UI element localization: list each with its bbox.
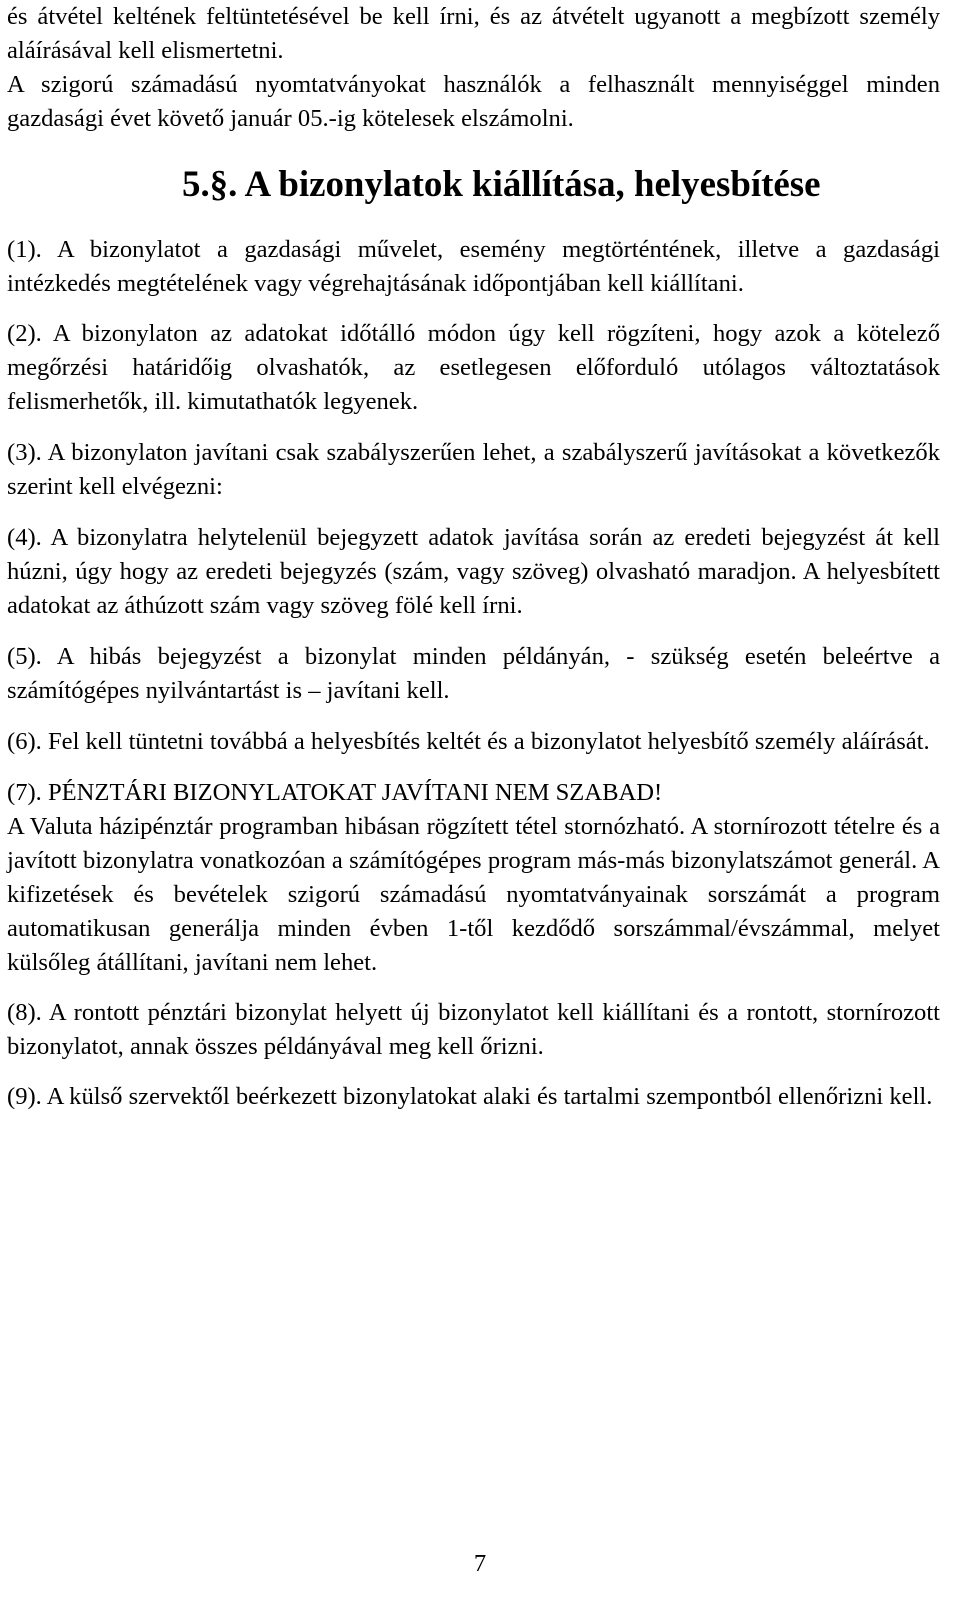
- paragraph-5: (5). A hibás bejegyzést a bizonylat minden példányán, - szükség esetén beleértve a számítógépes nyilvántartást is – javítani kell.: [7, 643, 940, 704]
- lead-paragraph-2: A szigorú számadású nyomtatványokat használók a felhasznált mennyiséggel minden gazdasági évet követő január 05.-ig kötelesek elszámolni.: [7, 71, 940, 132]
- document-page: [7, 0, 940, 1114]
- paragraph-1: (1). A bizonylatot a gazdasági művelet, esemény megtörténtének, illetve a gazdasági intézkedés megtételének vagy végrehajtásának időpontjában kell kiállítani.: [7, 236, 940, 297]
- paragraph-3: (3). A bizonylaton javítani csak szabályszerűen lehet, a szabályszerű javításokat a következők szerint kell elvégezni:: [7, 439, 940, 500]
- paragraph-9: (9). A külső szervektől beérkezett bizonylatokat alaki és tartalmi szempontból ellenőrizni kell.: [7, 1083, 933, 1110]
- page-number: 7: [473, 1550, 487, 1577]
- section-heading: 5.§. A bizonylatok kiállítása, helyesbítése: [182, 163, 821, 204]
- lead-paragraph-1: és átvétel keltének feltüntetésével be kell írni, és az átvételt ugyanott a megbízott személy aláírásával kell elismertetni.: [7, 3, 940, 64]
- paragraph-8: (8). A rontott pénztári bizonylat helyett új bizonylatot kell kiállítani és a rontott, stornírozott bizonylatot, annak összes példányával meg kell őrizni.: [7, 999, 940, 1060]
- paragraph-7-continuation: A Valuta házipénztár programban hibásan rögzített tétel stornózható. A stornírozott tételre és a javított bizonylatra vonatkozóan a számítógépes program más-más bizonylatszámot generál. A kifizetések és bevételek szigorú számadású nyomtatványainak sorszámát a program automatikusan generálja minden évben 1-től kezdődő sorszámmal/évszámmal, melyet külsőleg átállítani, javítani nem lehet.: [7, 813, 940, 976]
- paragraph-6: (6). Fel kell tüntetni továbbá a helyesbítés keltét és a bizonylatot helyesbítő személy aláírását.: [7, 728, 930, 755]
- paragraph-2: (2). A bizonylaton az adatokat időtálló módon úgy kell rögzíteni, hogy azok a kötelező megőrzési határidőig olvashatók, az esetlegesen előforduló utólagos változtatások felismerhetők, ill. kimutathatók legyenek.: [7, 320, 940, 415]
- paragraph-4: (4). A bizonylatra helytelenül bejegyzett adatok javítása során az eredeti bejegyzést át kell húzni, úgy hogy az eredeti bejegyzés (szám, vagy szöveg) olvasható maradjon. A helyesbített adatokat az áthúzott szám vagy szöveg fölé kell írni.: [7, 524, 940, 619]
- paragraph-7: (7). PÉNZTÁRI BIZONYLATOKAT JAVÍTANI NEM SZABAD!: [7, 779, 663, 806]
